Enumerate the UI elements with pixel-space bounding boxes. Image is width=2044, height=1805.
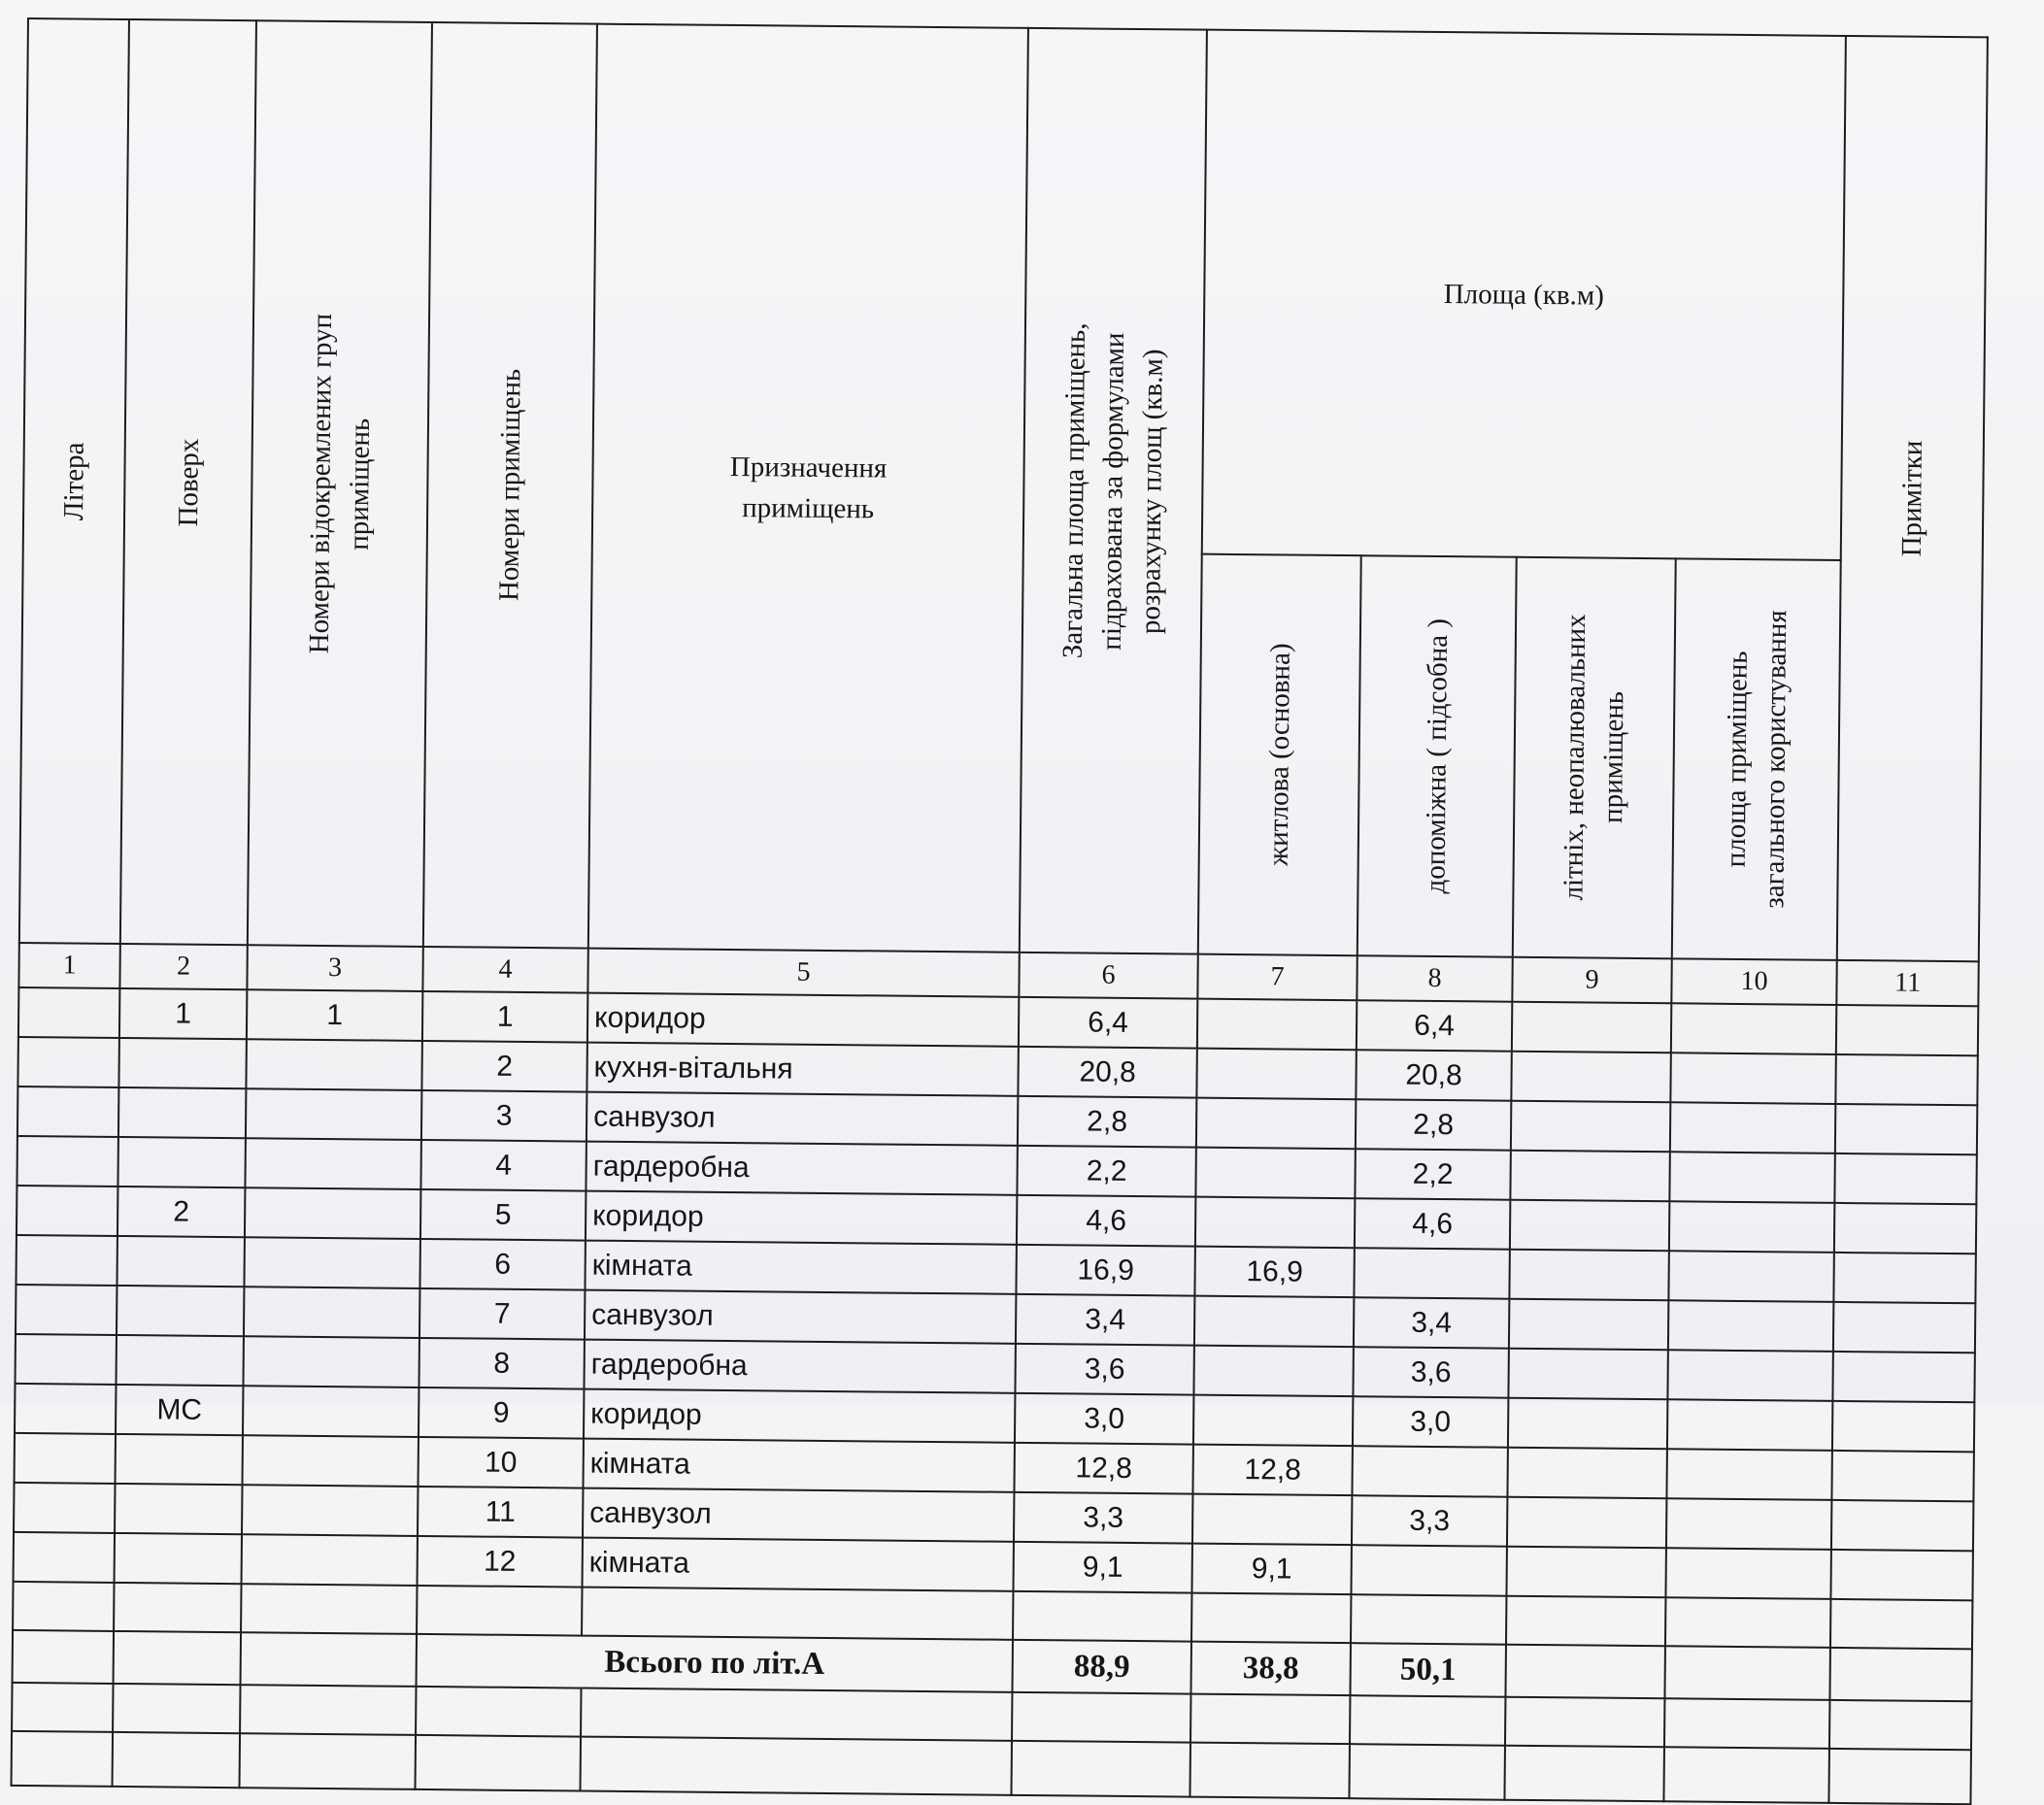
header-room-numbers-label: Номери приміщень	[493, 369, 527, 602]
summer-area-cell	[1509, 1250, 1668, 1301]
summer-area-cell	[1511, 1101, 1670, 1153]
summer-area-cell	[1510, 1151, 1669, 1202]
living-area-cell	[1195, 1197, 1355, 1249]
room-number-cell: 11	[418, 1487, 583, 1538]
notes-cell	[1832, 1401, 1974, 1452]
summer-area-cell	[1508, 1398, 1667, 1450]
common-area-cell	[1667, 1399, 1832, 1451]
totals-total-area: 88,9	[1012, 1640, 1191, 1694]
totals-living-area: 38,8	[1190, 1642, 1351, 1696]
header-living-label: житлова (основна)	[1262, 643, 1296, 867]
litera-cell	[17, 1037, 118, 1087]
litera-cell	[15, 1433, 116, 1484]
column-number: 6	[1019, 953, 1197, 999]
aux-area-cell: 3,6	[1353, 1347, 1508, 1398]
summer-area-cell	[1509, 1299, 1668, 1351]
aux-area-cell: 6,4	[1357, 1000, 1512, 1052]
living-area-cell: 12,8	[1192, 1445, 1352, 1496]
group-cell	[242, 1534, 418, 1586]
group-cell	[243, 1435, 419, 1487]
column-number: 8	[1357, 955, 1512, 1002]
room-rows	[14, 987, 1979, 1600]
notes-cell	[1833, 1253, 1975, 1303]
litera-cell	[15, 1334, 116, 1385]
group-cell	[246, 1039, 421, 1090]
common-area-cell	[1666, 1449, 1831, 1500]
total-area-cell: 2,8	[1018, 1096, 1196, 1148]
header-common-label: площа приміщень загального користування	[1720, 610, 1793, 910]
header-room-numbers	[423, 22, 597, 949]
notes-cell	[1831, 1451, 1973, 1501]
living-area-cell	[1196, 1049, 1356, 1100]
notes-cell	[1836, 1005, 1978, 1055]
room-number-cell: 6	[419, 1239, 585, 1290]
summer-area-cell	[1507, 1448, 1666, 1499]
purpose-cell: коридор	[587, 993, 1019, 1047]
summer-area-cell	[1511, 1052, 1670, 1103]
header-group-numbers	[248, 20, 432, 947]
room-number-cell: 7	[419, 1288, 585, 1340]
floor-cell	[118, 1038, 246, 1088]
total-area-cell: 16,9	[1016, 1245, 1194, 1296]
total-area-cell: 2,2	[1017, 1146, 1195, 1197]
notes-cell	[1831, 1500, 1973, 1551]
purpose-cell: кімната	[585, 1241, 1016, 1294]
total-area-cell: 3,3	[1014, 1492, 1192, 1544]
litera-cell	[17, 1136, 117, 1187]
floor-cell: МС	[116, 1385, 243, 1435]
floor-cell: 1	[119, 988, 247, 1039]
room-number-cell: 5	[420, 1189, 586, 1241]
notes-cell	[1834, 1153, 1976, 1204]
header-purpose-label: Призначення приміщень	[729, 451, 888, 525]
total-area-cell: 6,4	[1019, 997, 1197, 1049]
column-number: 5	[587, 949, 1019, 997]
living-area-cell	[1192, 1494, 1352, 1546]
header-notes	[1837, 36, 1988, 961]
header-group-numbers-label: Номери відокремлених груп приміщень	[303, 313, 376, 654]
litera-cell	[14, 1532, 115, 1583]
totals-label: Всього по літ.А	[417, 1634, 1013, 1692]
common-area-cell	[1668, 1251, 1833, 1302]
header-auxiliary-label: допоміжна ( підсобна )	[1420, 618, 1455, 894]
group-cell	[244, 1287, 419, 1338]
header-area-group-label: Площа (кв.м)	[1443, 278, 1605, 312]
group-cell	[245, 1187, 420, 1239]
floor-cell	[117, 1286, 244, 1336]
purpose-cell: кімната	[583, 1439, 1014, 1492]
litera-cell	[15, 1384, 116, 1434]
living-area-cell	[1193, 1346, 1353, 1397]
aux-area-cell: 4,6	[1355, 1198, 1510, 1250]
notes-cell	[1832, 1352, 1974, 1402]
common-area-cell	[1670, 1102, 1835, 1153]
header-total-area	[1020, 28, 1207, 954]
common-area-cell	[1666, 1498, 1831, 1550]
floor-cell	[116, 1434, 243, 1485]
column-number: 1	[18, 943, 119, 988]
room-number-cell: 8	[419, 1338, 584, 1389]
purpose-cell: санвузол	[585, 1290, 1016, 1344]
living-area-cell	[1193, 1395, 1353, 1447]
litera-cell	[16, 1235, 117, 1286]
notes-cell	[1834, 1203, 1976, 1253]
summer-area-cell	[1510, 1200, 1669, 1252]
purpose-cell: гардеробна	[586, 1142, 1017, 1195]
column-number: 7	[1197, 954, 1357, 1001]
header-notes-label: Примітки	[1895, 440, 1928, 557]
common-area-cell	[1671, 1003, 1836, 1054]
litera-cell	[18, 987, 119, 1038]
aux-area-cell: 2,2	[1355, 1149, 1510, 1200]
aux-area-cell	[1352, 1446, 1507, 1497]
notes-cell	[1833, 1302, 1975, 1353]
group-cell: 1	[247, 989, 422, 1041]
total-area-cell: 12,8	[1014, 1443, 1192, 1494]
purpose-cell: гардеробна	[584, 1340, 1015, 1393]
header-poverkh-label: Поверх	[172, 438, 205, 527]
living-area-cell	[1196, 1098, 1356, 1150]
column-number: 2	[119, 944, 247, 989]
living-area-cell	[1194, 1296, 1354, 1348]
litera-cell	[17, 1186, 117, 1236]
header-poverkh	[120, 19, 256, 945]
room-number-cell: 1	[422, 991, 587, 1043]
header-area-group	[1202, 30, 1846, 560]
floor-cell	[117, 1236, 244, 1287]
common-area-cell	[1669, 1201, 1834, 1253]
header-auxiliary	[1357, 555, 1517, 957]
total-area-cell: 3,6	[1015, 1344, 1193, 1395]
total-area-cell: 3,0	[1015, 1393, 1193, 1445]
column-number: 4	[422, 947, 587, 993]
common-area-cell	[1668, 1300, 1833, 1352]
column-number: 11	[1836, 960, 1978, 1006]
group-cell	[243, 1386, 419, 1437]
floor-cell	[115, 1484, 242, 1534]
litera-cell	[14, 1483, 115, 1533]
litera-cell	[16, 1285, 117, 1335]
group-cell	[242, 1485, 418, 1536]
summer-area-cell	[1507, 1497, 1666, 1549]
common-area-cell	[1669, 1152, 1834, 1203]
room-number-cell: 3	[421, 1090, 586, 1142]
summer-area-cell	[1506, 1547, 1665, 1598]
total-area-cell: 4,6	[1017, 1195, 1195, 1247]
living-area-cell: 9,1	[1191, 1544, 1351, 1595]
floor-cell	[115, 1533, 242, 1584]
column-number: 9	[1512, 957, 1671, 1004]
notes-cell	[1830, 1550, 1972, 1600]
group-cell	[243, 1336, 419, 1387]
floor-cell	[116, 1335, 243, 1386]
header-living	[1198, 554, 1361, 956]
column-number: 3	[247, 945, 422, 991]
purpose-cell: коридор	[586, 1191, 1017, 1245]
header-litera-label: Літера	[58, 442, 90, 520]
header-total-area-label: Загальна площа приміщень, підрахована за формулами розрахунку площ (кв.м)	[1056, 322, 1169, 659]
common-area-cell	[1665, 1548, 1830, 1599]
group-cell	[244, 1237, 419, 1288]
room-number-cell: 10	[418, 1437, 583, 1488]
room-area-table	[11, 17, 1989, 1805]
purpose-cell: кімната	[583, 1538, 1014, 1591]
header-purpose	[588, 24, 1028, 953]
column-number: 10	[1671, 958, 1836, 1005]
room-number-cell: 4	[420, 1140, 586, 1191]
living-area-cell: 16,9	[1194, 1247, 1354, 1298]
floor-cell	[117, 1137, 245, 1187]
header-litera	[19, 18, 129, 944]
purpose-cell: кухня-вітальня	[586, 1043, 1018, 1096]
total-area-cell: 9,1	[1013, 1542, 1191, 1593]
totals-aux-area: 50,1	[1350, 1643, 1506, 1697]
room-number-cell: 12	[418, 1536, 583, 1588]
purpose-cell: санвузол	[586, 1092, 1018, 1146]
notes-cell	[1835, 1104, 1977, 1154]
aux-area-cell	[1354, 1248, 1509, 1299]
floor-cell	[118, 1087, 246, 1138]
living-area-cell	[1197, 999, 1357, 1051]
aux-area-cell: 2,8	[1356, 1099, 1511, 1151]
purpose-cell: санвузол	[583, 1488, 1014, 1542]
aux-area-cell	[1351, 1545, 1506, 1596]
summer-area-cell	[1512, 1002, 1671, 1053]
litera-cell	[17, 1086, 118, 1137]
purpose-cell: коридор	[584, 1389, 1015, 1443]
aux-area-cell: 20,8	[1356, 1050, 1511, 1101]
header-summer-label: літніх, неопалювальних приміщень	[1558, 614, 1630, 902]
aux-area-cell: 3,0	[1353, 1396, 1508, 1448]
total-area-cell: 20,8	[1018, 1047, 1196, 1098]
summer-area-cell	[1508, 1349, 1667, 1400]
common-area-cell	[1670, 1053, 1835, 1104]
aux-area-cell: 3,4	[1354, 1297, 1509, 1349]
group-cell	[246, 1088, 421, 1140]
floor-cell: 2	[117, 1187, 245, 1237]
aux-area-cell: 3,3	[1352, 1495, 1507, 1547]
header-common	[1672, 558, 1841, 960]
room-number-cell: 2	[421, 1041, 586, 1092]
notes-cell	[1835, 1054, 1977, 1105]
group-cell	[245, 1138, 420, 1189]
room-area-table-frame	[15, 17, 1987, 1688]
total-area-cell: 3,4	[1016, 1294, 1194, 1346]
room-number-cell: 9	[419, 1387, 584, 1439]
living-area-cell	[1195, 1148, 1355, 1199]
common-area-cell	[1667, 1350, 1832, 1401]
header-summer	[1513, 557, 1676, 959]
